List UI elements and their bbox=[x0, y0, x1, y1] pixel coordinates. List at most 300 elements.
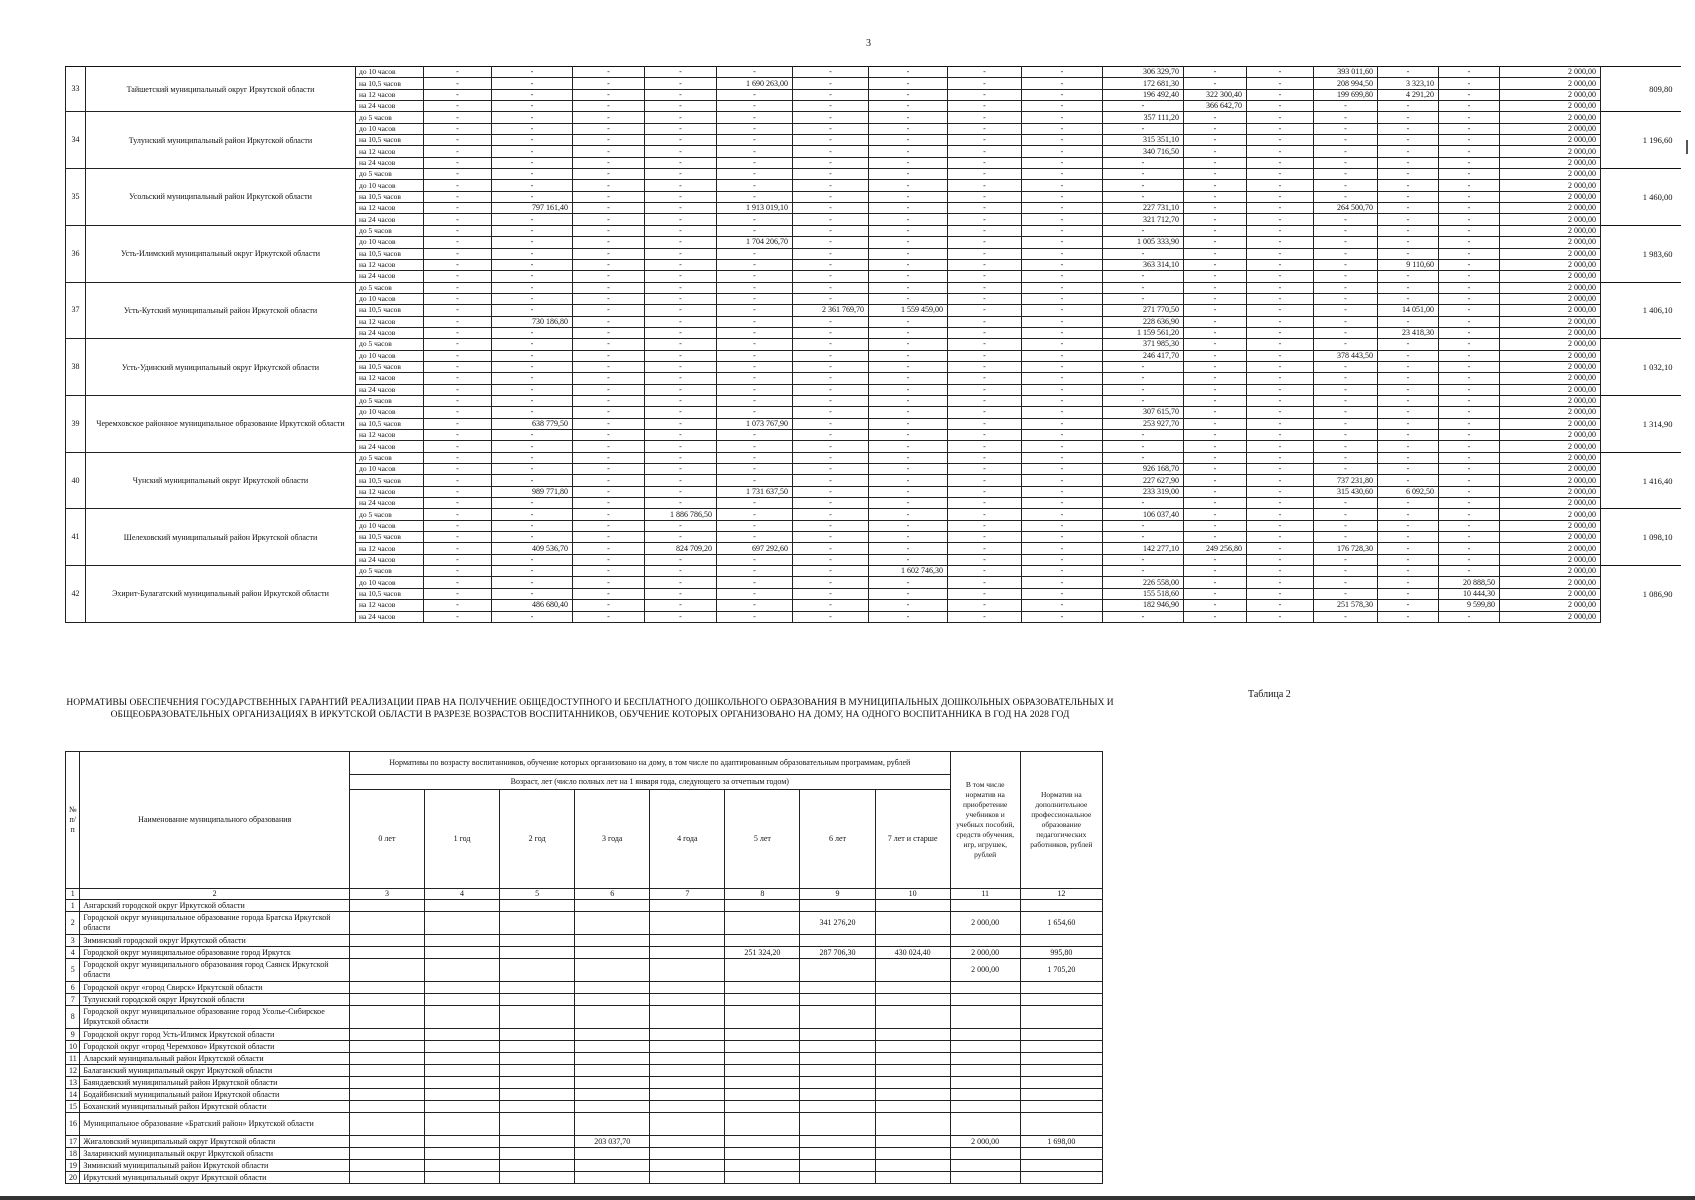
value-cell: - bbox=[1439, 78, 1500, 89]
value-cell: - bbox=[1184, 384, 1247, 395]
training-norm-value: 1 032,10 bbox=[1601, 339, 1681, 396]
value-cell: - bbox=[573, 316, 645, 327]
value-cell: 20 888,50 bbox=[1439, 577, 1500, 588]
period-cell: на 24 часов bbox=[356, 101, 424, 112]
value-cell: - bbox=[1184, 203, 1247, 214]
value-cell: - bbox=[948, 395, 1022, 406]
value-cell: - bbox=[424, 588, 492, 599]
value-cell: - bbox=[869, 67, 948, 78]
value-cell bbox=[349, 1101, 424, 1113]
age-column-header: 0 лет bbox=[349, 790, 424, 889]
value-cell: - bbox=[645, 441, 717, 452]
value-cell: - bbox=[1184, 305, 1247, 316]
value-cell: - bbox=[1022, 123, 1103, 134]
row-number: 8 bbox=[66, 1006, 80, 1029]
value-cell: - bbox=[1247, 123, 1314, 134]
value-cell bbox=[725, 900, 800, 912]
value-cell: - bbox=[492, 350, 573, 361]
table-row bbox=[66, 1077, 1103, 1089]
home-education-norms-table bbox=[65, 751, 1103, 1184]
value-cell: - bbox=[1439, 225, 1500, 236]
value-cell: - bbox=[492, 225, 573, 236]
value-cell: - bbox=[1103, 180, 1184, 191]
value-cell bbox=[650, 1101, 725, 1113]
header-materials-norm: В том числе норматив на приобретение учебников и учебных пособий, средств обучения, игр, игрушек, рублей bbox=[950, 752, 1020, 889]
value-cell: 357 111,20 bbox=[1103, 112, 1184, 123]
value-cell: - bbox=[1378, 237, 1439, 248]
period-cell: на 24 часов bbox=[356, 611, 424, 622]
value-cell: - bbox=[793, 600, 869, 611]
value-cell: - bbox=[645, 339, 717, 350]
value-cell: 9 110,60 bbox=[1378, 259, 1439, 270]
value-cell: - bbox=[645, 191, 717, 202]
value-cell: - bbox=[492, 112, 573, 123]
value-cell bbox=[725, 1148, 800, 1160]
value-cell: - bbox=[492, 271, 573, 282]
value-cell: - bbox=[1247, 520, 1314, 531]
value-cell: - bbox=[1314, 237, 1378, 248]
value-cell: - bbox=[1378, 532, 1439, 543]
value-cell: - bbox=[1184, 339, 1247, 350]
value-cell: - bbox=[573, 112, 645, 123]
value-cell: - bbox=[1439, 259, 1500, 270]
value-cell: - bbox=[869, 577, 948, 588]
value-cell bbox=[800, 1065, 875, 1077]
value-cell: - bbox=[573, 532, 645, 543]
header-age-group: Возраст, лет (число полных лет на 1 января года, следующего за отчетным годом) bbox=[349, 775, 950, 790]
training-norm-value: 1 983,60 bbox=[1601, 225, 1681, 282]
value-cell: - bbox=[717, 361, 793, 372]
value-cell: - bbox=[793, 180, 869, 191]
value-cell bbox=[575, 900, 650, 912]
value-cell: - bbox=[573, 135, 645, 146]
value-cell bbox=[1020, 1029, 1102, 1041]
row-number: 2 bbox=[66, 912, 80, 935]
value-cell: - bbox=[1184, 237, 1247, 248]
value-cell: - bbox=[1184, 509, 1247, 520]
value-cell: 23 418,30 bbox=[1378, 327, 1439, 338]
value-cell: - bbox=[1378, 407, 1439, 418]
section-title: НОРМАТИВЫ ОБЕСПЕЧЕНИЯ ГОСУДАРСТВЕННЫХ ГАРАНТИЙ РЕАЛИЗАЦИИ ПРАВ НА ПОЛУЧЕНИЕ ОБЩЕДОСТУПНОГО И БЕСПЛАТНОГО ДОШКОЛЬНОГО ОБРАЗОВАНИЯ В МУНИЦИПАЛЬНЫХ ДОШКОЛЬНЫХ ОБРАЗОВАТЕЛЬНЫХ И ОБЩЕОБРАЗОВАТЕЛЬНЫХ ОРГАНИЗАЦИЯХ В ИРКУТСКОЙ ОБЛАСТИ В РАЗРЕЗЕ ВОЗРАСТОВ ВОСПИТАННИКОВ, ОБУЧЕНИЕ КОТОРЫХ ОРГАНИЗОВАНО НА ДОМУ, НА ОДНОГО ВОСПИТАННИКА В ГОД НА 2028 ГОД bbox=[66, 698, 1114, 720]
value-cell: 2 000,00 bbox=[1500, 600, 1601, 611]
value-cell: - bbox=[1378, 293, 1439, 304]
value-cell bbox=[800, 959, 875, 982]
value-cell: - bbox=[869, 486, 948, 497]
value-cell: - bbox=[573, 611, 645, 622]
value-cell: - bbox=[1247, 180, 1314, 191]
value-cell bbox=[575, 1160, 650, 1172]
value-cell: - bbox=[645, 384, 717, 395]
value-cell: - bbox=[492, 475, 573, 486]
municipality-name: Тулунский муниципальный район Иркутской области bbox=[86, 112, 356, 169]
municipality-name: Усольский муниципальный район Иркутской области bbox=[86, 169, 356, 226]
value-cell: - bbox=[869, 112, 948, 123]
value-cell: - bbox=[424, 305, 492, 316]
value-cell: 2 000,00 bbox=[1500, 418, 1601, 429]
value-cell: - bbox=[1439, 293, 1500, 304]
value-cell: 2 000,00 bbox=[1500, 123, 1601, 134]
value-cell: - bbox=[1022, 554, 1103, 565]
row-number: 18 bbox=[66, 1148, 80, 1160]
value-cell: - bbox=[1314, 373, 1378, 384]
value-cell: - bbox=[573, 293, 645, 304]
value-cell: - bbox=[948, 441, 1022, 452]
value-cell bbox=[950, 900, 1020, 912]
value-cell bbox=[650, 1041, 725, 1053]
period-cell: до 10 часов bbox=[356, 520, 424, 531]
value-cell: - bbox=[1439, 350, 1500, 361]
value-cell: - bbox=[793, 407, 869, 418]
value-cell bbox=[725, 1041, 800, 1053]
value-cell: - bbox=[1378, 248, 1439, 259]
value-cell: - bbox=[869, 316, 948, 327]
value-cell: - bbox=[1022, 89, 1103, 100]
value-cell: - bbox=[1314, 146, 1378, 157]
value-cell bbox=[800, 1172, 875, 1184]
value-cell: - bbox=[1314, 441, 1378, 452]
row-number: 39 bbox=[66, 395, 86, 452]
value-cell: - bbox=[1378, 225, 1439, 236]
value-cell: - bbox=[492, 67, 573, 78]
value-cell: - bbox=[948, 407, 1022, 418]
value-cell: - bbox=[1314, 588, 1378, 599]
value-cell: - bbox=[1314, 225, 1378, 236]
value-cell: - bbox=[948, 89, 1022, 100]
value-cell: - bbox=[869, 361, 948, 372]
value-cell bbox=[425, 1029, 500, 1041]
value-cell: - bbox=[1184, 566, 1247, 577]
period-cell: на 12 часов bbox=[356, 89, 424, 100]
value-cell: - bbox=[1103, 441, 1184, 452]
value-cell: - bbox=[645, 248, 717, 259]
value-cell bbox=[425, 1041, 500, 1053]
value-cell: - bbox=[793, 441, 869, 452]
value-cell: - bbox=[1378, 271, 1439, 282]
value-cell: - bbox=[1378, 498, 1439, 509]
value-cell: 366 642,70 bbox=[1184, 101, 1247, 112]
value-cell: - bbox=[717, 67, 793, 78]
value-cell: 2 000,00 bbox=[1500, 248, 1601, 259]
value-cell: - bbox=[1439, 407, 1500, 418]
value-cell: - bbox=[1439, 498, 1500, 509]
value-cell: - bbox=[1378, 373, 1439, 384]
value-cell: - bbox=[948, 112, 1022, 123]
value-cell bbox=[349, 959, 424, 982]
value-cell: 1 602 746,30 bbox=[869, 566, 948, 577]
value-cell: - bbox=[1314, 395, 1378, 406]
value-cell: 2 000,00 bbox=[1500, 430, 1601, 441]
value-cell bbox=[425, 1006, 500, 1029]
value-cell: - bbox=[573, 101, 645, 112]
column-numbers-row bbox=[66, 889, 1103, 900]
value-cell: - bbox=[1247, 248, 1314, 259]
value-cell: - bbox=[424, 203, 492, 214]
value-cell: 2 000,00 bbox=[1500, 498, 1601, 509]
value-cell: - bbox=[869, 475, 948, 486]
value-cell: - bbox=[1314, 611, 1378, 622]
value-cell: 2 000,00 bbox=[1500, 486, 1601, 497]
value-cell bbox=[950, 1089, 1020, 1101]
value-cell bbox=[650, 935, 725, 947]
value-cell: - bbox=[1247, 203, 1314, 214]
value-cell: - bbox=[948, 259, 1022, 270]
value-cell: - bbox=[573, 123, 645, 134]
value-cell: - bbox=[1184, 293, 1247, 304]
value-cell: - bbox=[793, 418, 869, 429]
value-cell: - bbox=[717, 316, 793, 327]
row-number: 1 bbox=[66, 900, 80, 912]
value-cell: - bbox=[1103, 101, 1184, 112]
value-cell: 2 000,00 bbox=[1500, 588, 1601, 599]
value-cell bbox=[950, 1160, 1020, 1172]
value-cell: - bbox=[573, 452, 645, 463]
value-cell: - bbox=[717, 611, 793, 622]
value-cell bbox=[725, 1065, 800, 1077]
value-cell bbox=[725, 982, 800, 994]
period-cell: на 12 часов bbox=[356, 486, 424, 497]
value-cell: - bbox=[645, 430, 717, 441]
value-cell: - bbox=[645, 146, 717, 157]
value-cell: - bbox=[1314, 498, 1378, 509]
value-cell: - bbox=[1439, 191, 1500, 202]
municipality-name: Баяндаевский муниципальный район Иркутской области bbox=[80, 1077, 350, 1089]
value-cell: - bbox=[1022, 407, 1103, 418]
value-cell: - bbox=[1439, 112, 1500, 123]
value-cell: - bbox=[1314, 452, 1378, 463]
value-cell bbox=[650, 959, 725, 982]
value-cell: - bbox=[717, 520, 793, 531]
value-cell bbox=[349, 1136, 424, 1148]
value-cell: - bbox=[492, 214, 573, 225]
value-cell: - bbox=[948, 509, 1022, 520]
value-cell: - bbox=[717, 441, 793, 452]
value-cell bbox=[800, 900, 875, 912]
table-row bbox=[66, 947, 1103, 959]
value-cell: - bbox=[492, 554, 573, 565]
value-cell: - bbox=[424, 282, 492, 293]
value-cell: - bbox=[869, 509, 948, 520]
value-cell: 1 704 206,70 bbox=[717, 237, 793, 248]
value-cell: - bbox=[948, 339, 1022, 350]
value-cell: - bbox=[1022, 282, 1103, 293]
value-cell: - bbox=[645, 225, 717, 236]
value-cell bbox=[800, 1077, 875, 1089]
value-cell: - bbox=[869, 78, 948, 89]
value-cell bbox=[950, 982, 1020, 994]
row-number: 6 bbox=[66, 982, 80, 994]
value-cell: - bbox=[1184, 498, 1247, 509]
value-cell: - bbox=[1022, 577, 1103, 588]
value-cell bbox=[875, 935, 950, 947]
value-cell: - bbox=[793, 520, 869, 531]
value-cell bbox=[875, 994, 950, 1006]
value-cell: - bbox=[1439, 464, 1500, 475]
value-cell: - bbox=[793, 339, 869, 350]
value-cell: - bbox=[1022, 248, 1103, 259]
value-cell bbox=[575, 1148, 650, 1160]
value-cell: - bbox=[1314, 327, 1378, 338]
period-cell: на 10,5 часов bbox=[356, 475, 424, 486]
value-cell: - bbox=[424, 146, 492, 157]
value-cell: - bbox=[492, 520, 573, 531]
value-cell: 409 536,70 bbox=[492, 543, 573, 554]
value-cell: - bbox=[793, 327, 869, 338]
value-cell: - bbox=[869, 418, 948, 429]
value-cell: - bbox=[1247, 566, 1314, 577]
row-number: 41 bbox=[66, 509, 86, 566]
period-cell: до 10 часов bbox=[356, 464, 424, 475]
row-number: 5 bbox=[66, 959, 80, 982]
value-cell: - bbox=[573, 588, 645, 599]
value-cell: - bbox=[573, 384, 645, 395]
value-cell bbox=[349, 900, 424, 912]
value-cell: - bbox=[717, 225, 793, 236]
value-cell: - bbox=[1247, 543, 1314, 554]
value-cell: 6 092,50 bbox=[1378, 486, 1439, 497]
period-cell: на 24 часов bbox=[356, 384, 424, 395]
value-cell: - bbox=[1184, 452, 1247, 463]
period-cell: на 12 часов bbox=[356, 430, 424, 441]
value-cell bbox=[575, 959, 650, 982]
value-cell: - bbox=[645, 180, 717, 191]
value-cell: - bbox=[645, 566, 717, 577]
value-cell: - bbox=[492, 509, 573, 520]
value-cell bbox=[425, 982, 500, 994]
value-cell: - bbox=[1022, 146, 1103, 157]
value-cell: - bbox=[1378, 611, 1439, 622]
value-cell bbox=[500, 1148, 575, 1160]
value-cell: - bbox=[793, 191, 869, 202]
value-cell: 2 000,00 bbox=[1500, 180, 1601, 191]
value-cell: - bbox=[645, 475, 717, 486]
value-cell: - bbox=[869, 282, 948, 293]
value-cell: - bbox=[1022, 532, 1103, 543]
value-cell: 926 168,70 bbox=[1103, 464, 1184, 475]
value-cell bbox=[1020, 900, 1102, 912]
training-norm-value: 1 416,40 bbox=[1601, 452, 1681, 509]
municipality-name: Городской округ муниципальное образование города Братска Иркутской области bbox=[80, 912, 350, 935]
value-cell: - bbox=[645, 464, 717, 475]
value-cell: - bbox=[573, 361, 645, 372]
value-cell: - bbox=[1184, 135, 1247, 146]
value-cell: - bbox=[492, 339, 573, 350]
value-cell: 1 690 263,00 bbox=[717, 78, 793, 89]
value-cell bbox=[650, 1148, 725, 1160]
municipality-name: Усть-Кутский муниципальный район Иркутской области bbox=[86, 282, 356, 339]
value-cell: - bbox=[1247, 350, 1314, 361]
value-cell: - bbox=[1439, 237, 1500, 248]
value-cell: - bbox=[424, 384, 492, 395]
value-cell bbox=[950, 1113, 1020, 1136]
value-cell: 228 636,90 bbox=[1103, 316, 1184, 327]
value-cell: - bbox=[717, 452, 793, 463]
value-cell bbox=[650, 1172, 725, 1184]
value-cell bbox=[575, 982, 650, 994]
value-cell bbox=[425, 1065, 500, 1077]
value-cell: 2 000,00 bbox=[1500, 577, 1601, 588]
value-cell: - bbox=[1247, 191, 1314, 202]
value-cell: - bbox=[793, 271, 869, 282]
value-cell: - bbox=[1184, 67, 1247, 78]
value-cell: - bbox=[492, 498, 573, 509]
value-cell: 2 000,00 bbox=[1500, 475, 1601, 486]
value-cell bbox=[800, 982, 875, 994]
norms-table-continued bbox=[65, 66, 1681, 623]
municipality-name: Иркутский муниципальный округ Иркутской области bbox=[80, 1172, 350, 1184]
value-cell bbox=[650, 900, 725, 912]
value-cell: - bbox=[1022, 180, 1103, 191]
value-cell: - bbox=[793, 89, 869, 100]
municipality-name: Городской округ город Усть-Илимск Иркутской области bbox=[80, 1029, 350, 1041]
value-cell bbox=[500, 1160, 575, 1172]
value-cell: - bbox=[1247, 577, 1314, 588]
value-cell: - bbox=[869, 248, 948, 259]
value-cell bbox=[425, 994, 500, 1006]
value-cell: 2 000,00 bbox=[1500, 112, 1601, 123]
value-cell: - bbox=[573, 67, 645, 78]
value-cell: - bbox=[717, 600, 793, 611]
value-cell: 2 000,00 bbox=[1500, 350, 1601, 361]
value-cell: - bbox=[1184, 191, 1247, 202]
value-cell bbox=[500, 1101, 575, 1113]
value-cell bbox=[349, 1077, 424, 1089]
value-cell: - bbox=[1103, 169, 1184, 180]
value-cell: - bbox=[424, 486, 492, 497]
value-cell bbox=[725, 935, 800, 947]
value-cell: - bbox=[1247, 407, 1314, 418]
scan-edge-mark bbox=[1686, 140, 1688, 154]
row-number: 38 bbox=[66, 339, 86, 396]
value-cell: - bbox=[492, 89, 573, 100]
value-cell: - bbox=[793, 543, 869, 554]
value-cell: - bbox=[717, 577, 793, 588]
value-cell: - bbox=[1439, 384, 1500, 395]
value-cell: - bbox=[717, 191, 793, 202]
value-cell: - bbox=[645, 532, 717, 543]
table-row bbox=[66, 169, 1681, 180]
value-cell: 2 000,00 bbox=[1500, 554, 1601, 565]
value-cell: - bbox=[1022, 566, 1103, 577]
value-cell: - bbox=[869, 157, 948, 168]
value-cell: - bbox=[492, 180, 573, 191]
municipality-name: Тулунский городской округ Иркутской области bbox=[80, 994, 350, 1006]
value-cell: - bbox=[793, 475, 869, 486]
value-cell bbox=[725, 994, 800, 1006]
value-cell: - bbox=[717, 373, 793, 384]
value-cell: - bbox=[1314, 112, 1378, 123]
value-cell: - bbox=[1247, 89, 1314, 100]
value-cell bbox=[500, 947, 575, 959]
value-cell: - bbox=[424, 237, 492, 248]
value-cell: - bbox=[869, 395, 948, 406]
value-cell: - bbox=[793, 532, 869, 543]
value-cell: - bbox=[1314, 191, 1378, 202]
value-cell: - bbox=[948, 214, 1022, 225]
value-cell: 322 300,40 bbox=[1184, 89, 1247, 100]
value-cell: - bbox=[1314, 123, 1378, 134]
value-cell: - bbox=[424, 600, 492, 611]
period-cell: до 5 часов bbox=[356, 169, 424, 180]
value-cell: - bbox=[1103, 430, 1184, 441]
value-cell bbox=[575, 1101, 650, 1113]
value-cell: 227 731,10 bbox=[1103, 203, 1184, 214]
value-cell: - bbox=[869, 520, 948, 531]
column-number: 1 bbox=[66, 889, 80, 900]
table-row bbox=[66, 1041, 1103, 1053]
value-cell bbox=[950, 994, 1020, 1006]
value-cell: - bbox=[1022, 384, 1103, 395]
value-cell: - bbox=[424, 520, 492, 531]
